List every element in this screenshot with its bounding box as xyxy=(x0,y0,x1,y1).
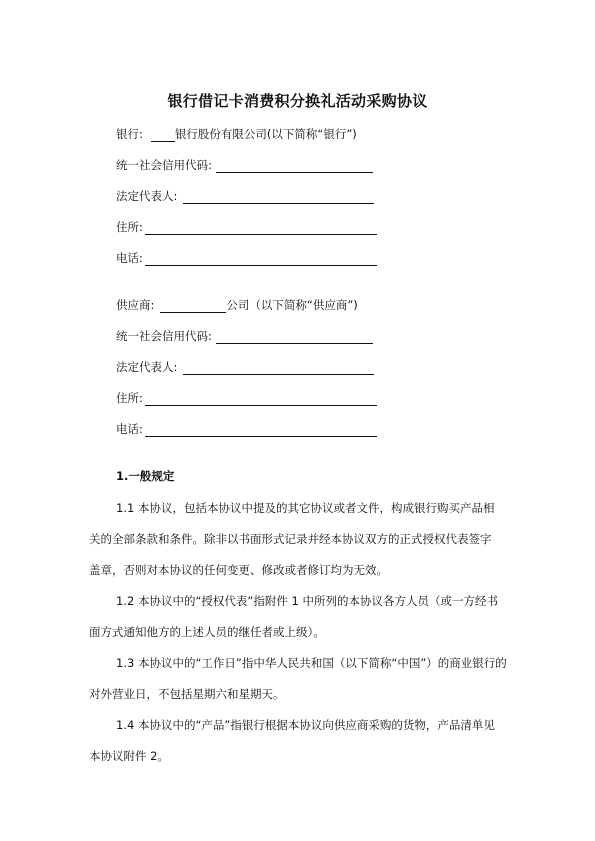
supplier-address-blank[interactable] xyxy=(145,392,377,406)
supplier-address-field xyxy=(116,390,377,406)
clause-1-2 xyxy=(89,592,509,654)
supplier-name-field xyxy=(116,297,358,313)
bank-phone-label: 电话: xyxy=(116,251,143,265)
bank-address-blank[interactable] xyxy=(145,221,377,235)
clause-1-4 xyxy=(89,716,509,778)
bank-phone-blank[interactable] xyxy=(145,252,377,266)
supplier-legal-rep-label: 法定代表人: xyxy=(116,360,178,374)
clause-line: 1.2 本协议中的“授权代表”指附件 1 中所列的本协议各方人员（或一方经书 xyxy=(116,594,498,608)
supplier-credit-code-blank[interactable] xyxy=(216,330,373,344)
clause-line: 本协议附件 2。 xyxy=(89,749,169,763)
supplier-name-suffix: 公司（以下简称“供应商”) xyxy=(226,298,358,312)
document-title: 银行借记卡消费积分换礼活动采购协议 xyxy=(167,92,428,110)
bank-credit-code-label: 统一社会信用代码: xyxy=(116,158,212,172)
bank-credit-code-field xyxy=(116,157,373,173)
clause-line: 面方式通知他方的上述人员的继任者或上级）。 xyxy=(89,625,325,639)
clause-1-1 xyxy=(89,499,509,592)
supplier-phone-blank[interactable] xyxy=(145,423,377,437)
bank-address-field xyxy=(116,219,377,235)
supplier-name-blank[interactable] xyxy=(160,299,226,313)
supplier-phone-field xyxy=(116,421,377,437)
supplier-credit-code-field xyxy=(116,328,373,344)
bank-name-blank[interactable] xyxy=(151,128,175,142)
bank-name-suffix: 银行股份有限公司(以下简称“银行”) xyxy=(174,127,357,141)
bank-credit-code-blank[interactable] xyxy=(216,159,373,173)
clause-line: 对外营业日，不包括星期六和星期天。 xyxy=(89,687,285,701)
bank-legal-rep-field xyxy=(116,188,374,204)
clause-line: 关的全部条款和条件。除非以书面形式记录并经本协议双方的正式授权代表签字 xyxy=(89,532,492,546)
clause-line: 盖章，否则对本协议的任何变更、修改或者修订均为无效。 xyxy=(89,563,388,577)
supplier-legal-rep-blank[interactable] xyxy=(183,361,374,375)
bank-label: 银行: xyxy=(116,127,143,141)
section-1-heading: 1.一般规定 xyxy=(116,469,175,483)
supplier-legal-rep-field xyxy=(116,359,374,375)
clause-line: 1.1 本协议，包括本协议中提及的其它协议或者文件，构成银行购买产品相 xyxy=(116,501,495,515)
clause-1-3 xyxy=(89,654,509,716)
bank-name-field xyxy=(116,126,357,142)
supplier-phone-label: 电话: xyxy=(116,422,143,436)
clause-line: 1.4 本协议中的“产品”指银行根据本协议向供应商采购的货物，产品清单见 xyxy=(116,718,495,732)
bank-address-label: 住所: xyxy=(116,220,143,234)
bank-legal-rep-blank[interactable] xyxy=(183,190,374,204)
supplier-credit-code-label: 统一社会信用代码: xyxy=(116,329,212,343)
bank-legal-rep-label: 法定代表人: xyxy=(116,189,178,203)
supplier-address-label: 住所: xyxy=(116,391,143,405)
bank-phone-field xyxy=(116,250,377,266)
clause-line: 1.3 本协议中的“工作日”指中华人民共和国（以下简称“中国”）的商业银行的 xyxy=(116,656,507,670)
supplier-label: 供应商: xyxy=(116,298,155,312)
